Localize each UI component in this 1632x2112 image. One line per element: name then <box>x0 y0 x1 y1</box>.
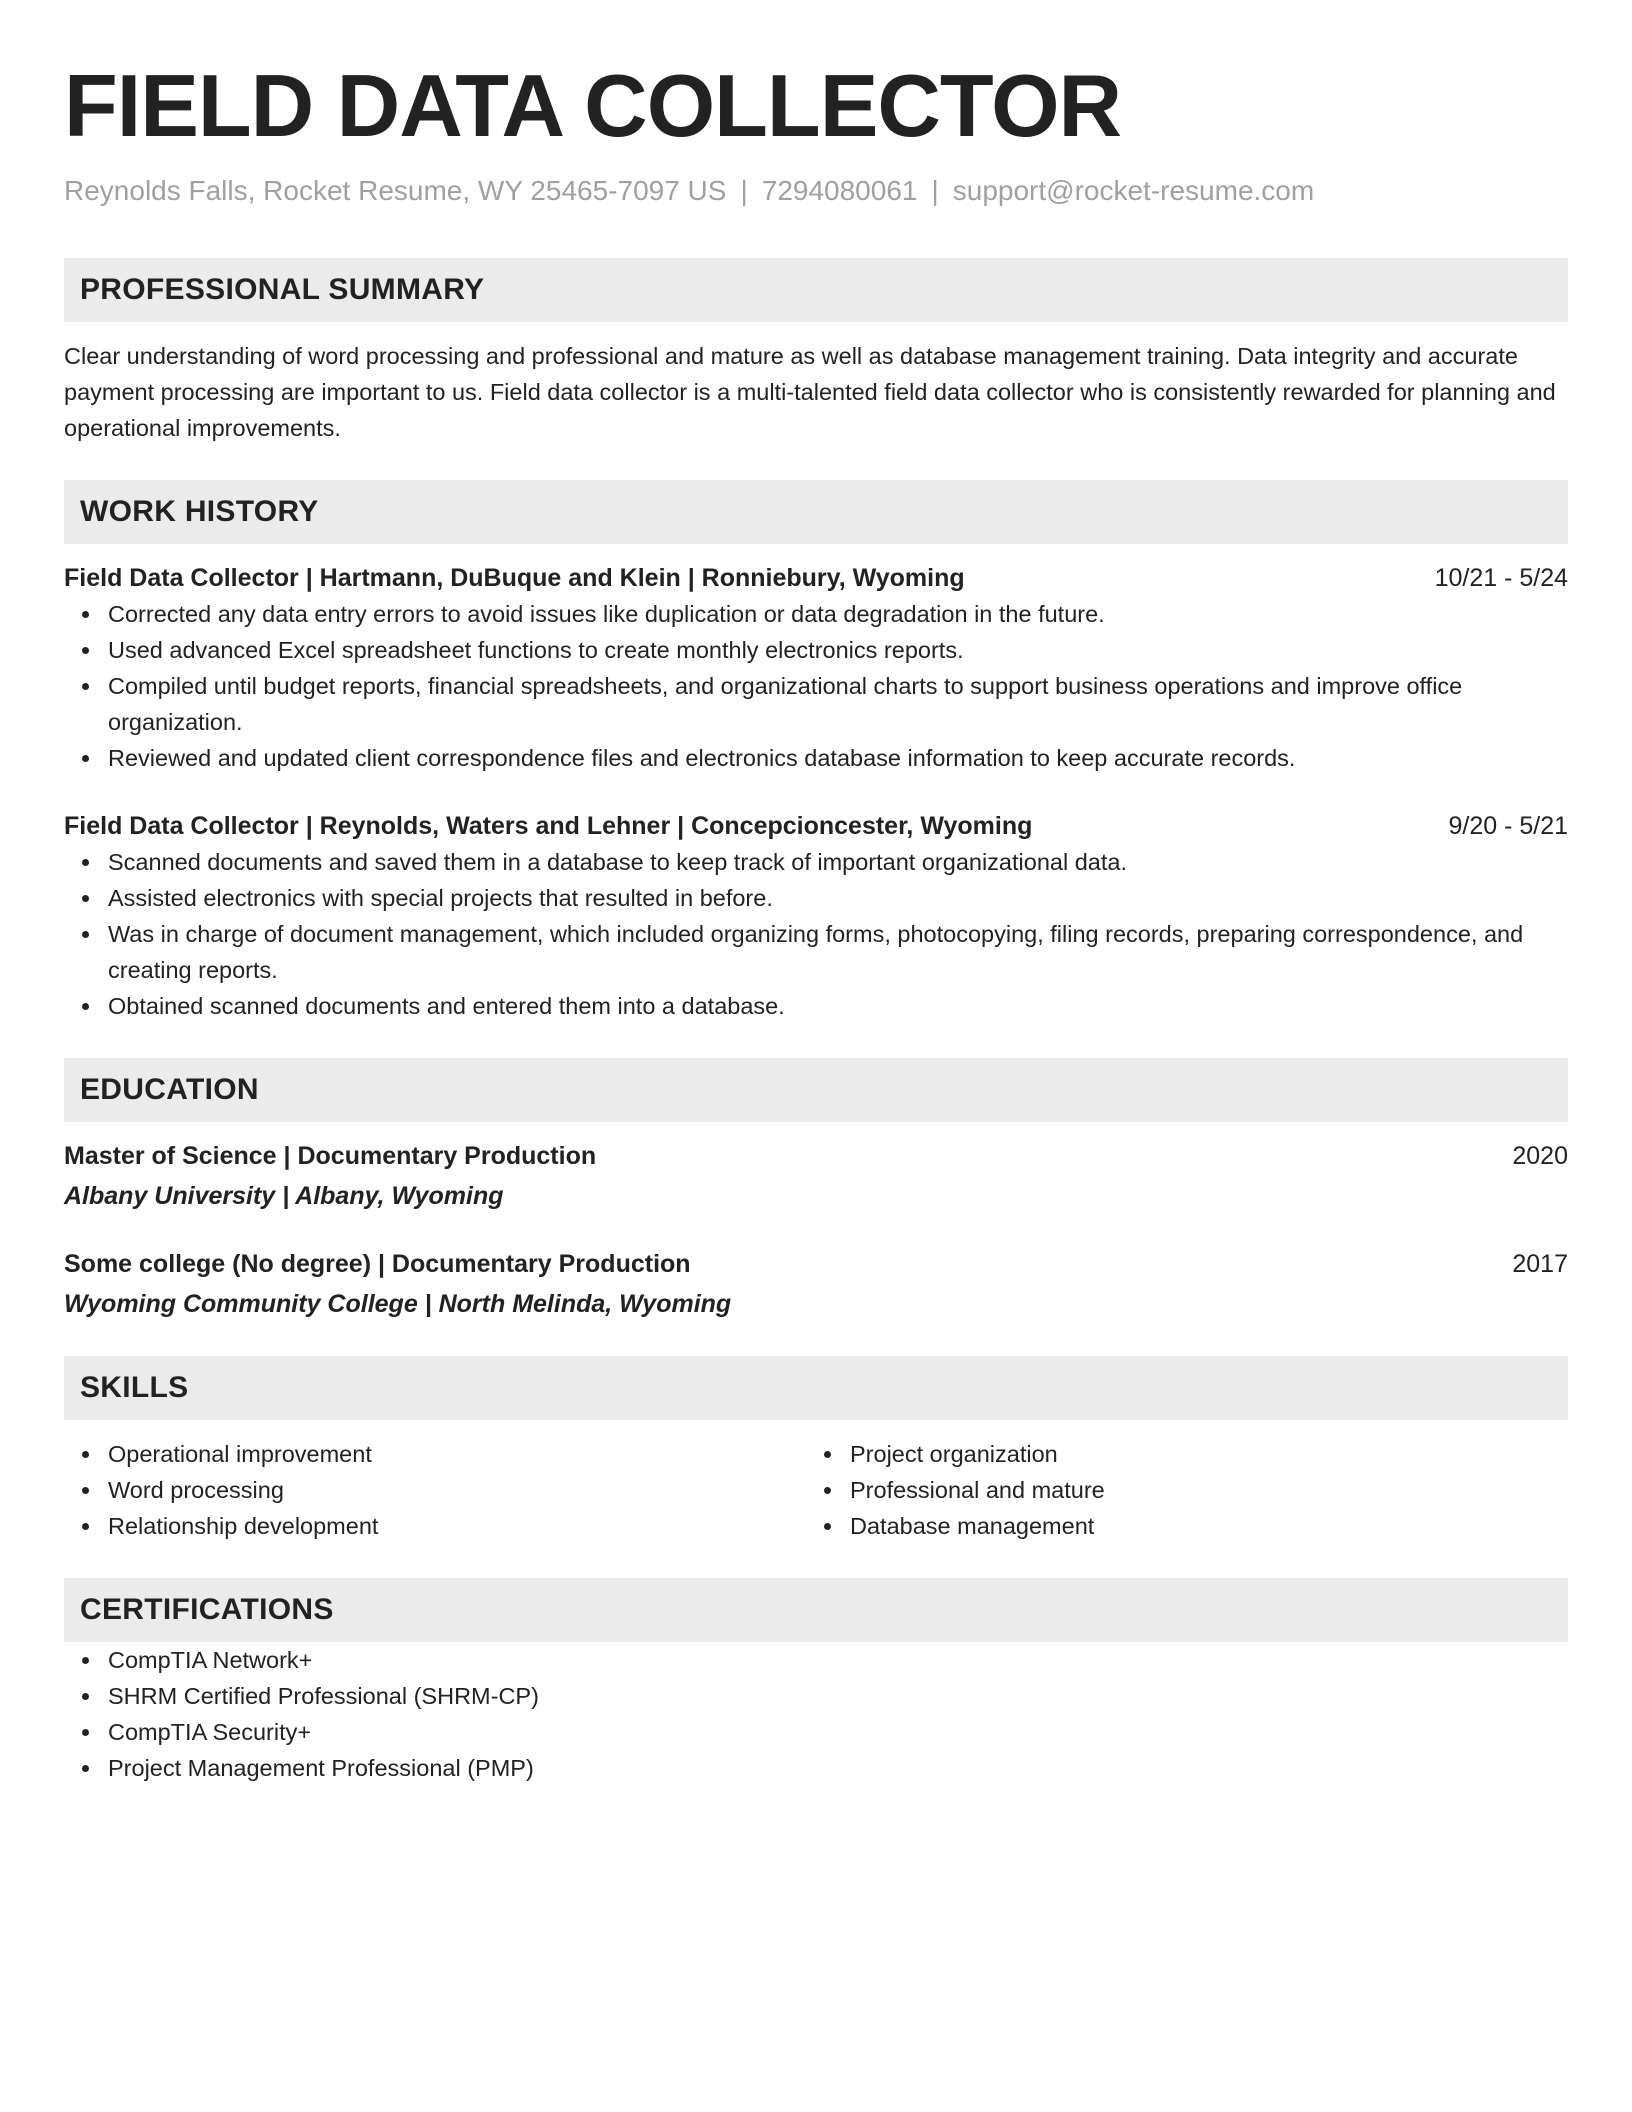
certifications-heading: CERTIFICATIONS <box>64 1578 1568 1642</box>
job-title: Field Data Collector | Hartmann, DuBuque and Klein | Ronniebury, Wyoming <box>64 564 965 592</box>
summary-heading: PROFESSIONAL SUMMARY <box>64 258 1568 322</box>
contact-email: support@rocket-resume.com <box>952 175 1315 206</box>
job-entry <box>64 808 1568 844</box>
job-bullet: Reviewed and updated client correspondence files and electronics database information to keep accurate records. <box>108 740 1568 776</box>
resume-page <box>64 56 1568 1786</box>
job-bullets <box>64 844 1568 1024</box>
education-heading: EDUCATION <box>64 1058 1568 1122</box>
skill-item: Relationship development <box>108 1508 806 1544</box>
certification-item: Project Management Professional (PMP) <box>108 1750 1568 1786</box>
contact-separator: | <box>740 175 748 206</box>
education-year: 2020 <box>1512 1142 1568 1170</box>
resume-name: FIELD DATA COLLECTOR <box>64 56 1122 155</box>
certification-item: CompTIA Security+ <box>108 1714 1568 1750</box>
certification-item: SHRM Certified Professional (SHRM-CP) <box>108 1678 1568 1714</box>
job-bullet: Obtained scanned documents and entered them into a database. <box>108 988 1568 1024</box>
skill-item: Database management <box>850 1508 1548 1544</box>
work-history-heading: WORK HISTORY <box>64 480 1568 544</box>
education-degree: Master of Science | Documentary Production <box>64 1142 597 1170</box>
job-bullet: Compiled until budget reports, financial spreadsheets, and organizational charts to support business operations and improve office organization. <box>108 668 1568 740</box>
job-title: Field Data Collector | Reynolds, Waters and Lehner | Concepcioncester, Wyoming <box>64 812 1033 840</box>
job-dates: 9/20 - 5/21 <box>1448 812 1568 840</box>
job-entry <box>64 560 1568 596</box>
skill-item: Professional and mature <box>850 1472 1548 1508</box>
education-entry <box>64 1246 1568 1322</box>
education-school: Wyoming Community College | North Melinda, Wyoming <box>64 1290 732 1318</box>
job-dates: 10/21 - 5/24 <box>1434 564 1568 592</box>
job-bullet: Assisted electronics with special projects that resulted in before. <box>108 880 1568 916</box>
contact-separator: | <box>931 175 939 206</box>
job-bullet: Used advanced Excel spreadsheet functions to create monthly electronics reports. <box>108 632 1568 668</box>
contact-line <box>64 174 1568 208</box>
certifications-list <box>64 1642 1568 1786</box>
job-bullets <box>64 596 1568 776</box>
education-year: 2017 <box>1512 1250 1568 1278</box>
education-school: Albany University | Albany, Wyoming <box>64 1182 504 1210</box>
contact-phone: 7294080061 <box>761 175 918 206</box>
education-entry <box>64 1138 1568 1214</box>
job-bullet: Corrected any data entry errors to avoid issues like duplication or data degradation in the future. <box>108 596 1568 632</box>
education-degree: Some college (No degree) | Documentary Production <box>64 1250 691 1278</box>
job-bullet: Was in charge of document management, which included organizing forms, photocopying, filing records, preparing correspondence, and creating reports. <box>108 916 1568 988</box>
skills-list <box>64 1436 1568 1544</box>
job-bullet: Scanned documents and saved them in a database to keep track of important organizational data. <box>108 844 1568 880</box>
certification-item: CompTIA Network+ <box>108 1642 1568 1678</box>
skills-heading: SKILLS <box>64 1356 1568 1420</box>
summary-text: Clear understanding of word processing and professional and mature as well as database management training. Data integrity and accurate payment processing are important to us. Field data collector is a multi-talented field data collector who is consistently rewarded for planning and operational improvements. <box>64 343 1556 441</box>
skill-item: Project organization <box>850 1436 1548 1472</box>
skill-item: Word processing <box>108 1472 806 1508</box>
contact-address: Reynolds Falls, Rocket Resume, WY 25465-7097 US <box>64 175 727 206</box>
skill-item: Operational improvement <box>108 1436 806 1472</box>
